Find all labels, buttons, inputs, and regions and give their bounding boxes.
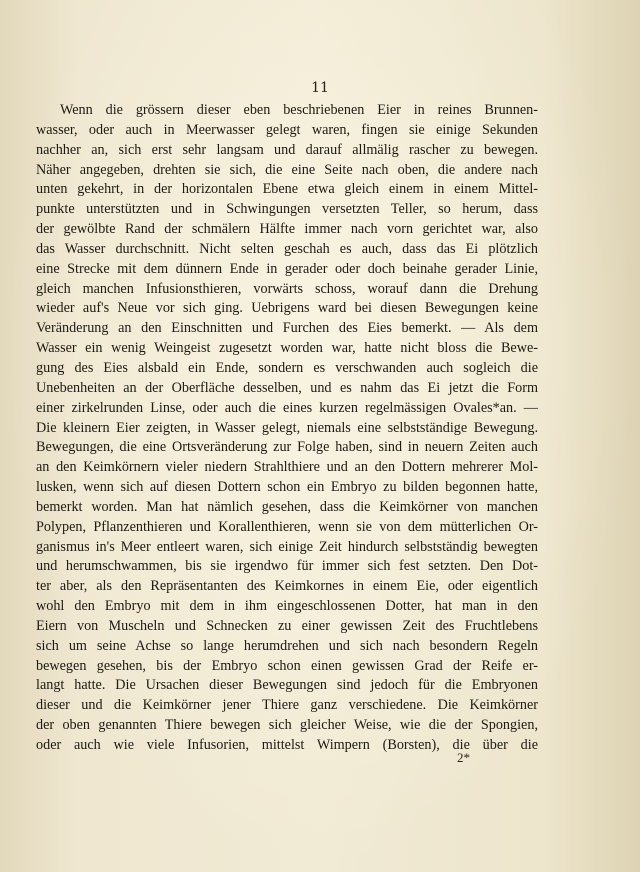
page-number: 11 [311, 80, 329, 96]
text-line: nachher an, sich erst sehr langsam und darauf allmälig rascher zu bewegen. [36, 141, 538, 158]
text-line: und herumschwammen, bis sie irgendwo für immer sich fest setzten. Den Dot- [36, 558, 538, 575]
signature-mark: 2* [457, 750, 470, 765]
body-text [36, 101, 538, 756]
text-line: dieser und die Keimkörner jener Thiere ganz verschiedene. Die Keimkörner [36, 697, 538, 714]
text-line: Polypen, Pflanzenthieren und Korallenthieren, wenn sie von dem mütterlichen Or- [36, 518, 538, 535]
text-line: Die kleinern Eier zeigten, in Wasser gelegt, niemals eine selbstständige Bewegung. [36, 419, 538, 436]
text-line: unten gekehrt, in der horizontalen Ebene etwa gleich einem in einem Mittel- [36, 181, 538, 198]
text-line: ganismus in's Meer entleert waren, sich einige Zeit hindurch selbstständig bewegten [36, 538, 538, 555]
text-line: sich um seine Achse so lange herumdrehen und sich nach besondern Regeln [36, 637, 538, 654]
text-line: wieder auf's Neue vor sich ging. Uebrigens ward bei diesen Bewegungen keine [36, 300, 538, 317]
text-line: an den Keimkörnern vieler niedern Strahlthiere und an den Dottern mehrerer Mol- [36, 459, 538, 476]
text-line: Eiern von Muscheln und Schnecken zu einer gewissen Zeit des Fruchtlebens [36, 617, 538, 634]
text-line: eine Strecke mit dem dünnern Ende in gerader oder doch beinahe gerader Linie, [36, 260, 538, 277]
text-line: der oben genannten Thiere bewegen sich gleicher Weise, wie die der Spongien, [36, 717, 538, 734]
text-line: gleich manchen Infusionsthieren, vorwärts schoss, worauf dann die Drehung [36, 280, 538, 297]
text-line: langt hatte. Die Ursachen dieser Bewegungen sind jedoch für die Embryonen [36, 677, 538, 694]
text-line: Näher angegeben, drehten sie sich, die eine Seite nach oben, die andere nach [36, 161, 538, 178]
text-line: einer zirkelrunden Linse, oder auch die eines kurzen regelmässigen Ovales*an. — [36, 399, 538, 416]
text-line: der gewölbte Rand der schmälern Hälfte immer nach vorn gerichtet war, also [36, 221, 538, 238]
text-line: gung des Eies alsbald ein Ende, sondern es verschwanden auch sogleich die [36, 359, 538, 376]
text-line: ter aber, als den Repräsentanten des Keimkornes in einem Eie, oder eigentlich [36, 578, 538, 595]
text-line: punkte unterstützten und in Schwingungen versetzten Teller, so herum, dass [36, 201, 538, 218]
text-line: wasser, oder auch in Meerwasser gelegt waren, fingen sie einige Sekunden [36, 121, 538, 138]
text-line: oder auch wie viele Infusorien, mittelst Wimpern (Borsten), die über die [36, 737, 538, 753]
text-line: Veränderung an den Einschnitten und Furchen des Eies bemerkt. — Als dem [36, 320, 538, 337]
text-line: Wasser ein wenig Weingeist zugesetzt worden war, hatte nicht bloss die Bewe- [36, 340, 538, 357]
text-line: bemerkt worden. Man hat nämlich gesehen, dass die Keimkörner von manchen [36, 498, 538, 515]
text-line: lusken, wenn sich auf diesen Dottern schon ein Embryo zu bilden begonnen hatte, [36, 479, 538, 496]
text-line: Unebenheiten an der Oberfläche desselben, und es nahm das Ei jetzt die Form [36, 379, 538, 396]
text-line: Bewegungen, die eine Ortsveränderung zur Folge haben, sind in neuern Zeiten auch [36, 439, 538, 456]
text-line: das Wasser durchschnitt. Nicht selten geschah es auch, dass das Ei plötzlich [36, 240, 538, 257]
text-line: wohl den Embryo mit dem in ihm eingeschlossenen Dotter, hat man in den [36, 598, 538, 615]
text-line: Wenn die grössern dieser eben beschriebenen Eier in reines Brunnen- [60, 102, 538, 118]
text-line: bewegen gesehen, bis der Embryo schon einen gewissen Grad der Reife er- [36, 657, 538, 674]
